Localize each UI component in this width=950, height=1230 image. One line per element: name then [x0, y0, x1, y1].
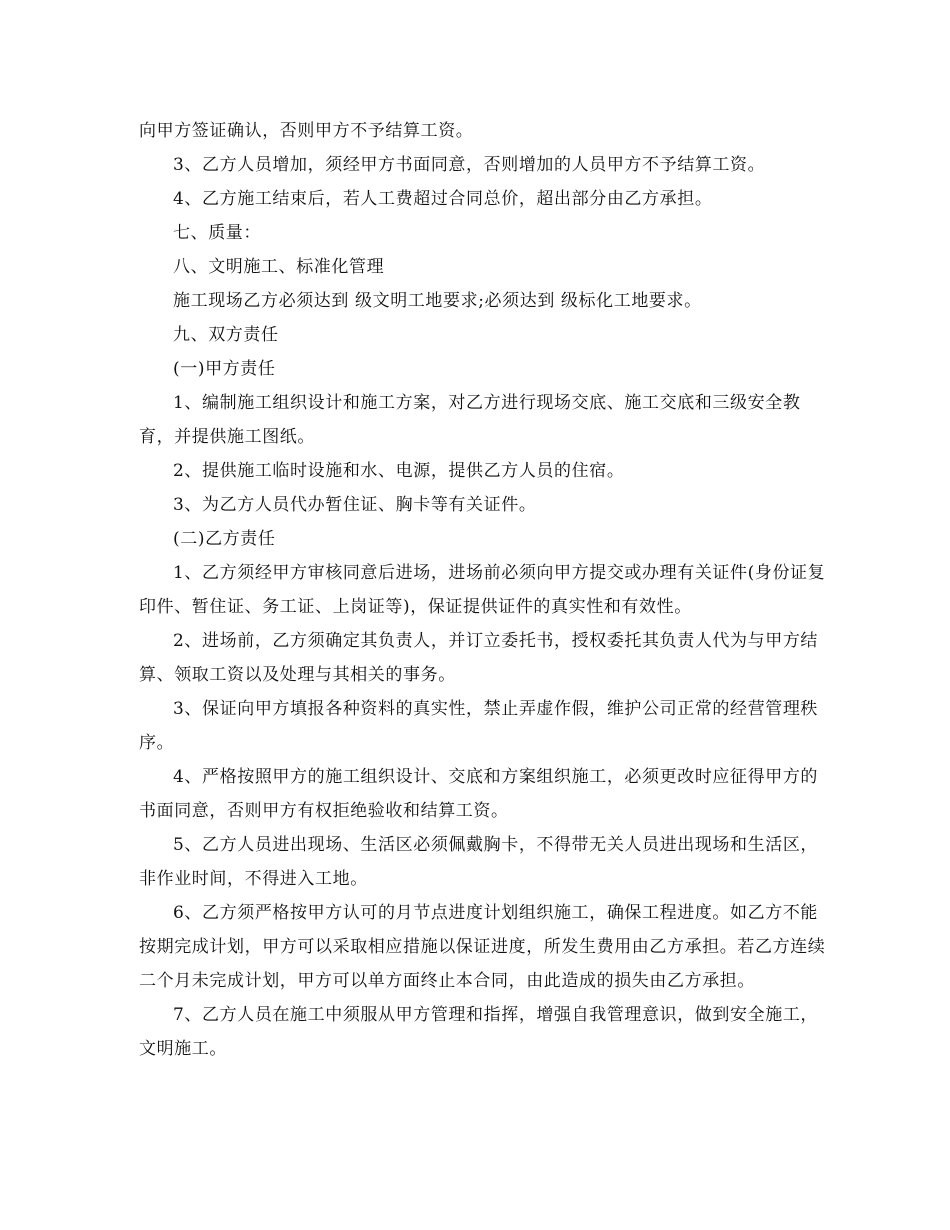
paragraph-party-b-5: 5、乙方人员进出现场、生活区必须佩戴胸卡，不得带无关人员进出现场和生活区，非作业时间，不得进入工地。 [139, 835, 819, 889]
paragraph-party-b-2: 2、进场前，乙方须确定其负责人，并订立委托书，授权委托其负责人代为与甲方结算、领取工资以及处理与其相关的事务。 [139, 631, 819, 685]
paragraph-party-a-1: 1、编制施工组织设计和施工方案，对乙方进行现场交底、施工交底和三级安全教育，并提供施工图纸。 [139, 393, 801, 447]
document-body [139, 114, 829, 1066]
subheading-party-b: (二)乙方责任 [173, 529, 276, 549]
paragraph-clause-3: 3、乙方人员增加，须经甲方书面同意，否则增加的人员甲方不予结算工资。 [173, 155, 766, 175]
paragraph-party-b-4: 4、严格按照甲方的施工组织设计、交底和方案组织施工，必须更改时应征得甲方的书面同意，否则甲方有权拒绝验收和结算工资。 [139, 767, 819, 821]
paragraph-site-requirements: 施工现场乙方必须达到 级文明工地要求;必须达到 级标化工地要求。 [173, 291, 702, 311]
paragraph-clause-4: 4、乙方施工结束后，若人工费超过合同总价，超出部分由乙方承担。 [173, 189, 713, 209]
section-heading-civilized-construction: 八、文明施工、标准化管理 [173, 257, 385, 277]
section-heading-responsibilities: 九、双方责任 [173, 325, 279, 345]
section-heading-quality: 七、质量： [173, 223, 261, 243]
paragraph-party-a-3: 3、为乙方人员代办暂住证、胸卡等有关证件。 [173, 495, 537, 515]
paragraph-continuation: 向甲方签证确认，否则甲方不予结算工资。 [139, 121, 474, 141]
paragraph-party-b-7: 7、乙方人员在施工中须服从甲方管理和指挥，增强自我管理意识，做到安全施工，文明施工。 [139, 1005, 819, 1059]
paragraph-party-a-2: 2、提供施工临时设施和水、电源，提供乙方人员的住宿。 [173, 461, 625, 481]
paragraph-party-b-6: 6、乙方须严格按甲方认可的月节点进度计划组织施工，确保工程进度。如乙方不能按期完成计划，甲方可以采取相应措施以保证进度，所发生费用由乙方承担。若乙方连续二个月未完成计划，甲方可以单方面终止本合同，由此造成的损失由乙方承担。 [139, 903, 826, 991]
paragraph-party-b-1: 1、乙方须经甲方审核同意后进场，进场前必须向甲方提交或办理有关证件(身份证复印件、暂住证、务工证、上岗证等)，保证提供证件的真实性和有效性。 [139, 563, 826, 617]
paragraph-party-b-3: 3、保证向甲方填报各种资料的真实性，禁止弄虚作假，维护公司正常的经营管理秩序。 [139, 699, 819, 753]
subheading-party-a: (一)甲方责任 [173, 359, 276, 379]
